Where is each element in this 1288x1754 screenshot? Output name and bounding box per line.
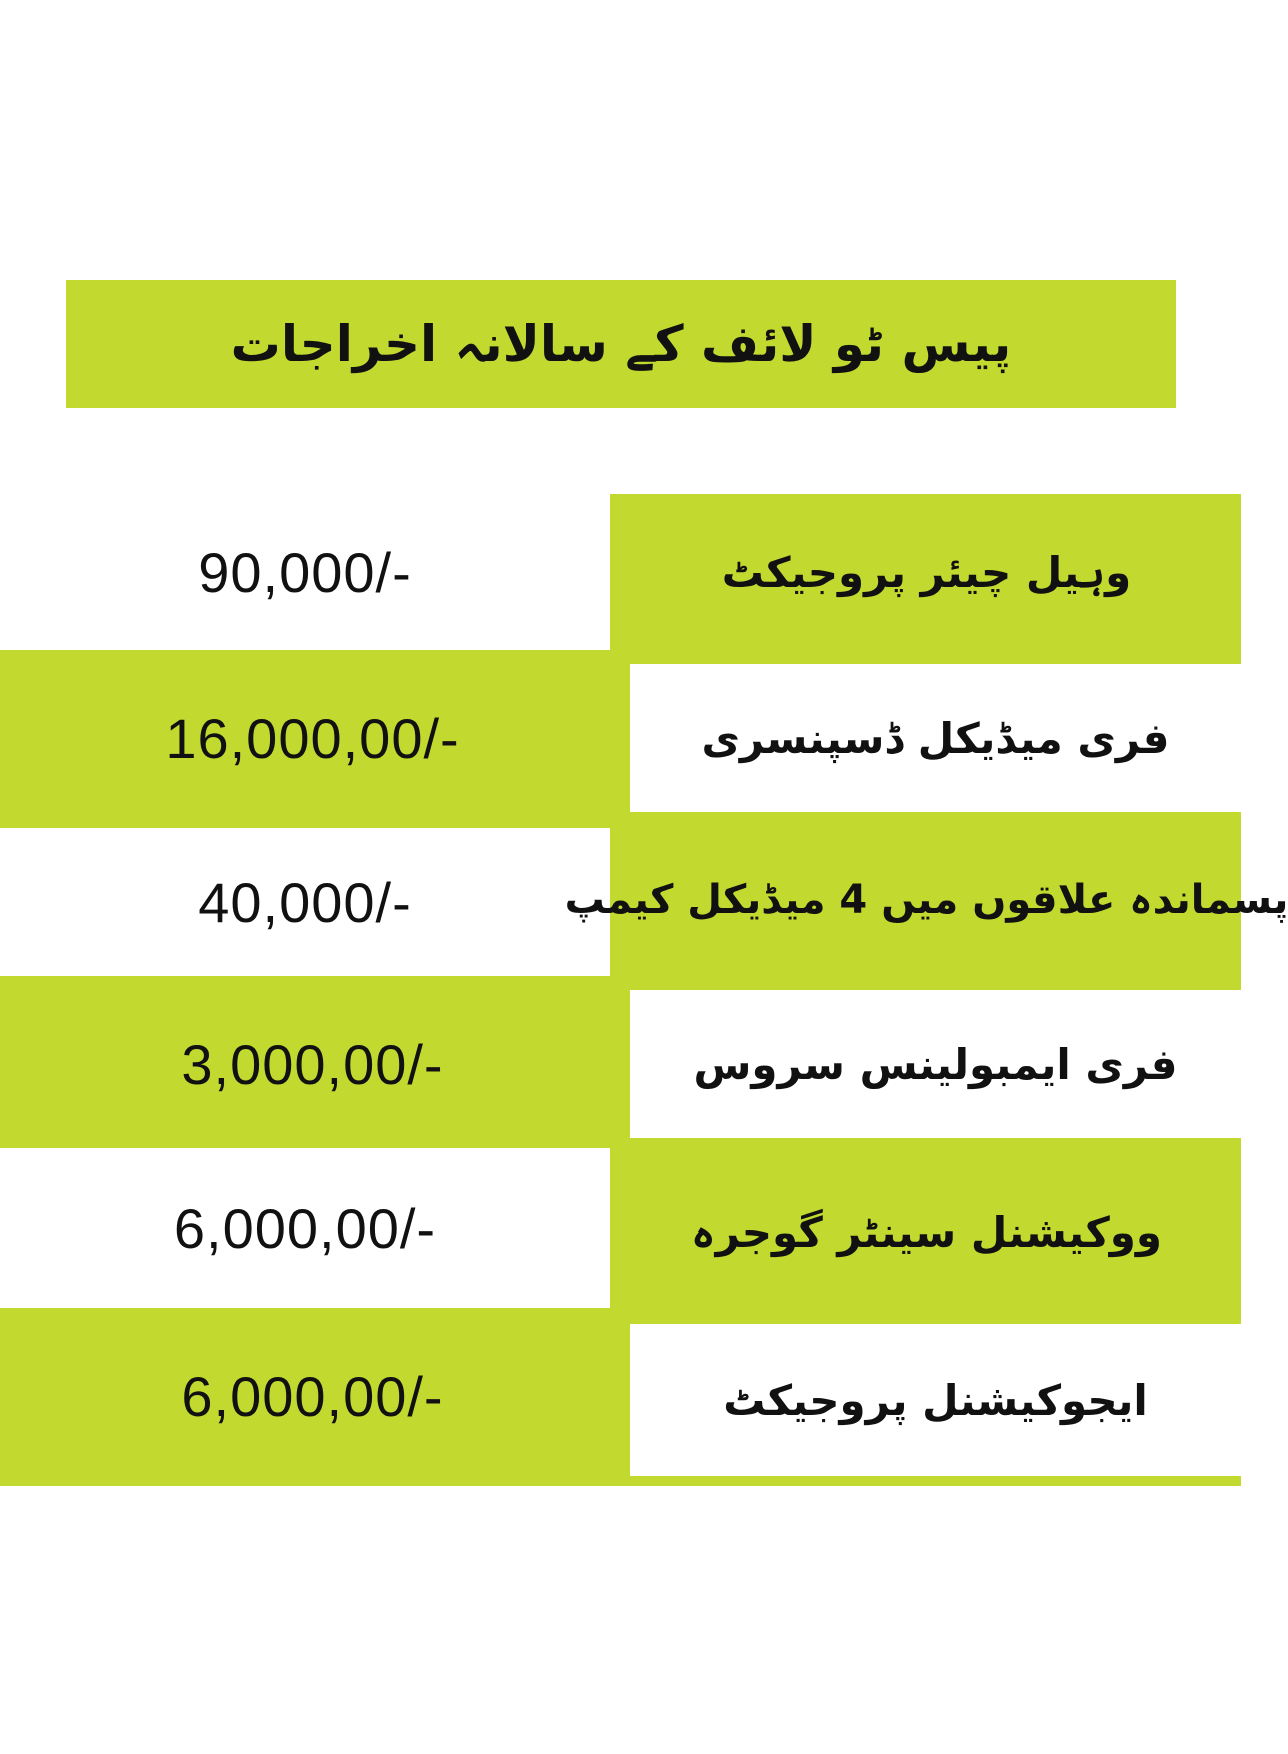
amount-cell (0, 656, 625, 820)
table-row (0, 1148, 1241, 1316)
expense-label: وہیل چیئر پروجیکٹ (721, 547, 1132, 597)
label-cell (612, 1148, 1241, 1316)
amount-value: 16,000,00/- (165, 706, 460, 770)
label-cell (630, 1324, 1241, 1476)
amount-cell (0, 1148, 610, 1308)
amount-value: 6,000,00/- (173, 1196, 437, 1260)
table-row (0, 1316, 1241, 1486)
amount-value: 6,000,00/- (181, 1364, 444, 1428)
amount-value: 3,000,00/- (181, 1032, 444, 1096)
label-cell (630, 990, 1241, 1138)
table-row (0, 494, 1241, 656)
label-cell (630, 664, 1241, 812)
amount-cell (0, 828, 610, 976)
expense-label: فری ایمبولینس سروس (693, 1039, 1178, 1089)
amount-value: 40,000/- (198, 870, 412, 934)
amount-cell (0, 494, 610, 650)
page-title: پیس ٹو لائف کے سالانہ اخراجات (230, 315, 1012, 373)
amount-cell (0, 980, 625, 1148)
amount-cell (0, 1316, 625, 1476)
expense-label: فری میڈیکل ڈسپنسری (701, 713, 1170, 763)
table-row (0, 656, 1241, 820)
expenses-table (0, 494, 1288, 1486)
title-banner (66, 280, 1176, 408)
expense-label: ایجوکیشنل پروجیکٹ (723, 1375, 1148, 1425)
amount-value: 90,000/- (198, 540, 412, 604)
label-cell (564, 820, 1288, 980)
table-row (0, 980, 1241, 1148)
expense-label: ووکیشنل سینٹر گوجرہ (690, 1207, 1163, 1257)
label-cell (612, 494, 1241, 650)
expense-label: پسماندہ علاقوں میں 4 میڈیکل کیمپ (564, 877, 1288, 923)
table-row (0, 820, 1288, 980)
